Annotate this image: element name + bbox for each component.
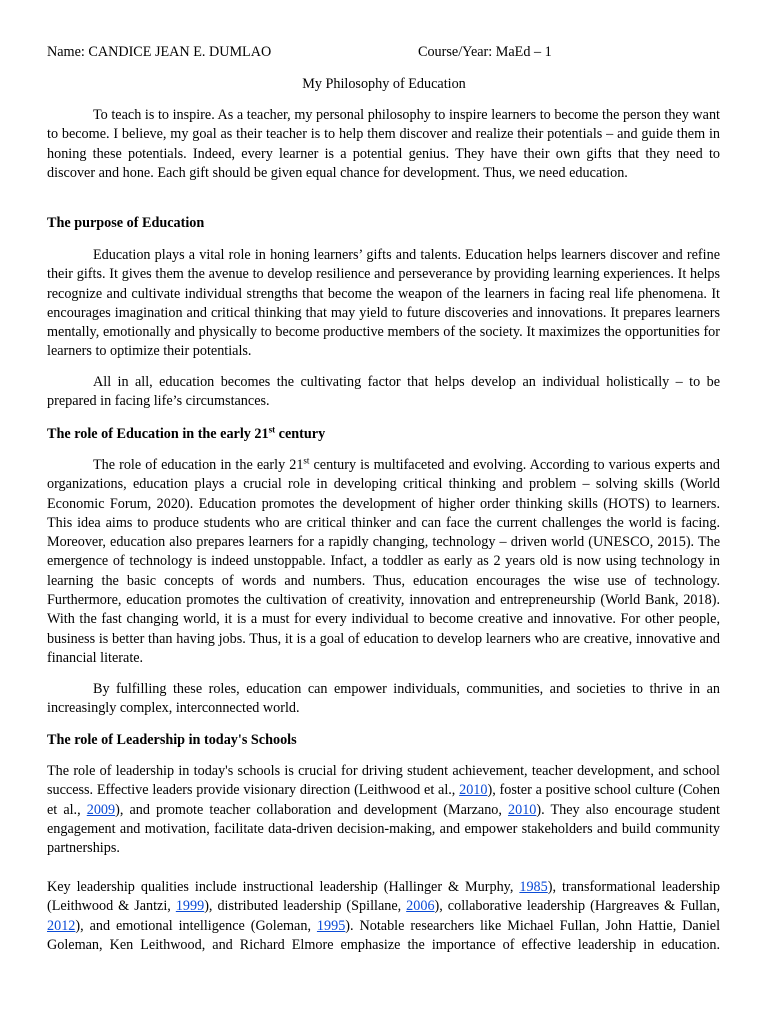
course-year: Course/Year: MaEd – 1 [418, 44, 552, 60]
citation-link[interactable]: 1985 [519, 879, 548, 895]
citation-link[interactable]: 2010 [508, 801, 537, 818]
role21-heading: The role of Education in the early 21st century [47, 424, 326, 442]
leadership-heading: The role of Leadership in today's Schools [47, 732, 297, 748]
role21-paragraph: The role of education in the early 21st century is multifaceted and evolving. According to various experts and organizations, education plays a crucial role in developing critical thinking and problem – solving skills (World Economic Forum, 2020). Education promotes the development of higher order thinking skills (HOTS) to learners. This idea aims to produce students who are critical thinker and can face the current challenges the world is facing. Moreover, education also prepares learners for a rapidly changing, technology – driven world (UNESCO, 2015). The emergence of technology is indeed unstoppable. Infact, a toddler as early as 2 years old is now using technology in learning the basic concepts of words and numbers. Thus, education encourages the wise use of technology. Furthermore, education promotes the cultivation of creativity, innovation and entrepreneurship (World Bank, 2018). With the fast changing world, it is a must for every individual to become creative and innovative. For other people, business is better than having jobs. Thus, it is a goal of education to develop learners who are creative, innovative and financial literate. [47, 455, 720, 666]
purpose-summary-paragraph: All in all, education becomes the cultivating factor that helps develop an individual holistically – to be prepared in facing life’s circumstances. [47, 374, 720, 410]
leadership-qualities-paragraph: Key leadership qualities include instructional leadership (Hallinger & Murphy, 1985), transformational leadership (Leithwood & Jantzi, 1999), distributed leadership (Spillane, 2006), collaborative leadership (Hargreaves & Fullan, 2012), and emotional intelligence (Goleman, 1995). Notable researchers like Michael Fullan, John Hattie, Daniel Goleman, Ken Leithwood, and Richard Elmore emphasize the importance of effective leadership in education. [47, 879, 721, 953]
role21-summary-paragraph: By fulfilling these roles, education can empower individuals, communities, and societies to thrive in an increasingly complex, interconnected world. [47, 681, 720, 717]
purpose-heading: The purpose of Education [47, 215, 205, 231]
citation-link[interactable]: 1999 [175, 898, 205, 915]
citation-link[interactable]: 2012 [47, 917, 76, 934]
purpose-paragraph: Education plays a vital role in honing learners’ gifts and talents. Education helps learners discover and refine their gifts. It gives them the avenue to develop resilience and perseverance by providing learning experiences. It helps recognize and cultivate individual strengths that become the weapon of the learners in facing real life phenomena. It encourages imagination and critical thinking that may yield to future discoveries and innovations. It prepares learners mentally, emotionally and physically to become productive members of the society. It maximizes the opportunities for learners to optimize their potentials. [47, 247, 720, 360]
citation-link[interactable]: 2010 [459, 782, 488, 799]
citation-link[interactable]: 2009 [86, 801, 116, 818]
leadership-paragraph: The role of leadership in today's schools is crucial for driving student achievement, teacher development, and school success. Effective leaders provide visionary direction (Leithwood et al., 2010), foster a positive school culture (Cohen et al., 2009), and promote teacher collaboration and development (Marzano, 2010). They also encourage student engagement and motivation, facilitate data-driven decision-making, and empower stakeholders and build community partnerships. [47, 763, 720, 857]
document-title: My Philosophy of Education [302, 76, 466, 92]
student-name: Name: CANDICE JEAN E. DUMLAO [47, 44, 272, 60]
citation-link[interactable]: 2006 [406, 898, 435, 915]
citation-link[interactable]: 1995 [316, 917, 346, 934]
intro-paragraph: To teach is to inspire. As a teacher, my personal philosophy to inspire learners to become the person they want to become. I believe, my goal as their teacher is to help them discover and realize their potentials – and guide them in honing these potentials. Indeed, every learner is a potential genius. They have their own gifts that they need to discover and hone. Each gift should be given equal chance for development. Thus, we need education. [47, 107, 720, 181]
